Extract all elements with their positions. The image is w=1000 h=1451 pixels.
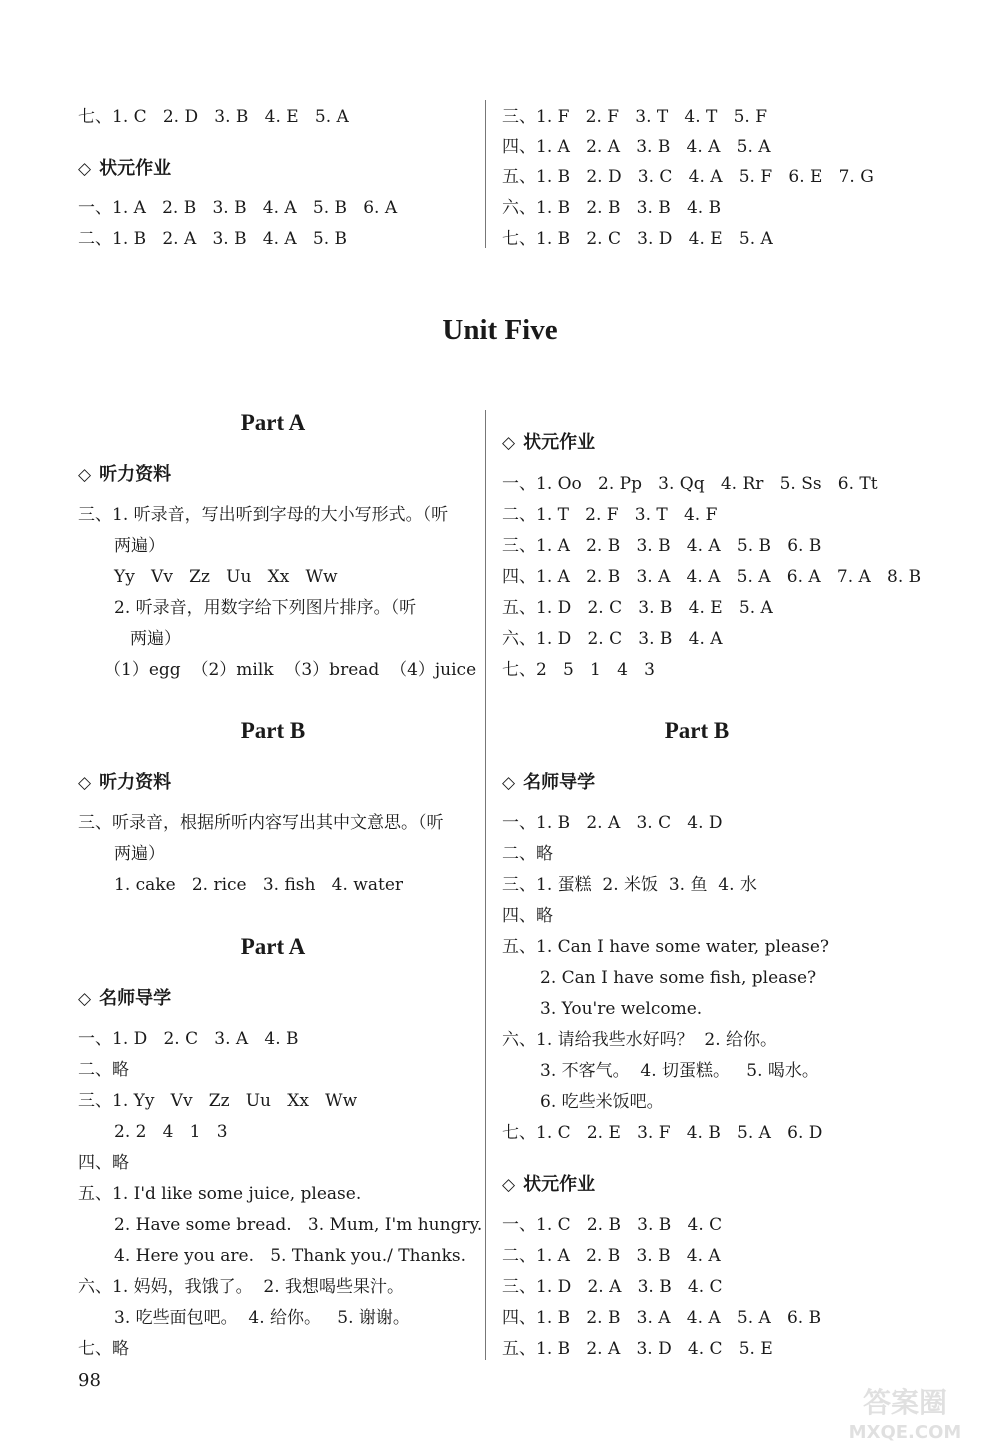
zyA-line-2: 二、1. T 2. F 3. T 4. F (502, 505, 718, 525)
zyB-line-5: 五、1. B 2. A 3. D 4. C 5. E (502, 1339, 773, 1359)
unit-title: Unit Five (442, 314, 558, 346)
svg-text:答案圈: 答案圈 (862, 1386, 948, 1419)
part-b-title-2: Part B (664, 718, 730, 743)
partB2-line-2: 二、略 (502, 844, 553, 864)
partA2-line-11: 七、略 (78, 1339, 129, 1359)
diamond-icon: ◇ (78, 773, 92, 793)
partB1-line-3: 1. cake 2. rice 3. fish 4. water (114, 875, 404, 895)
listening-heading-2: ◇ 听力资料 (78, 772, 172, 793)
partA2-line-3: 三、1. Yy Vv Zz Uu Xx Ww (78, 1091, 358, 1111)
partB2-line-10: 6. 吃些米饭吧。 (540, 1092, 664, 1112)
partB2-line-9: 3. 不客气。 4. 切蛋糕。 5. 喝水。 (540, 1061, 819, 1081)
part-a-title-2: Part A (240, 934, 306, 959)
top-right-line-3: 五、1. B 2. D 3. C 4. A 5. F 6. E 7. G (502, 167, 874, 187)
top-right-line-2: 四、1. A 2. A 3. B 4. A 5. A (502, 137, 771, 157)
partA1-line-4: 2. 听录音，用数字给下列图片排序。（听 (114, 598, 417, 618)
zyA-line-4: 四、1. A 2. B 3. A 4. A 5. A 6. A 7. A 8. B (502, 567, 922, 587)
partB2-line-1: 一、1. B 2. A 3. C 4. D (502, 813, 723, 833)
partA1-line-6: （1）egg （2）milk （3）bread （4）juice (104, 660, 477, 680)
teacher-guide-heading-1: ◇ 名师导学 (78, 988, 172, 1009)
zyA-line-5: 五、1. D 2. C 3. B 4. E 5. A (502, 598, 773, 618)
top-left-line-1: 七、1. C 2. D 3. B 4. E 5. A (78, 107, 349, 127)
partA1-line-5: 两遍） (130, 629, 181, 649)
partA2-line-4: 2. 2 4 1 3 (114, 1122, 228, 1142)
partB2-line-4: 四、略 (502, 906, 553, 926)
partA2-line-1: 一、1. D 2. C 3. A 4. B (78, 1029, 299, 1049)
partB2-line-3: 三、1. 蛋糕 2. 米饭 3. 鱼 4. 水 (502, 875, 757, 895)
zyA-line-7: 七、2 5 1 4 3 (502, 660, 655, 680)
top-right-line-1: 三、1. F 2. F 3. T 4. T 5. F (502, 107, 768, 127)
watermark-logo (820, 1382, 990, 1444)
top-left-line-3: 二、1. B 2. A 3. B 4. A 5. B (78, 229, 347, 249)
top-student-homework-heading-1: ◇ 状元作业 (502, 432, 596, 453)
diamond-icon: ◇ (78, 159, 92, 179)
top-student-homework-heading-2: ◇ 状元作业 (502, 1174, 596, 1195)
teacher-guide-heading-2: ◇ 名师导学 (502, 772, 596, 793)
partB2-line-6: 2. Can I have some fish, please? (540, 968, 817, 988)
svg-text:MXQE.COM: MXQE.COM (848, 1422, 962, 1443)
zyA-line-6: 六、1. D 2. C 3. B 4. A (502, 629, 723, 649)
diamond-icon: ◇ (78, 989, 92, 1009)
top-left-line-2: 一、1. A 2. B 3. B 4. A 5. B 6. A (78, 198, 398, 218)
partA2-line-2: 二、略 (78, 1060, 129, 1080)
zyB-line-3: 三、1. D 2. A 3. B 4. C (502, 1277, 723, 1297)
partA1-line-3: Yy Vv Zz Uu Xx Ww (114, 567, 338, 587)
partA2-line-6: 五、1. I'd like some juice, please. (78, 1184, 362, 1204)
zyB-line-1: 一、1. C 2. B 3. B 4. C (502, 1215, 723, 1235)
top-column-divider (485, 100, 486, 248)
zyA-line-1: 一、1. Oo 2. Pp 3. Qq 4. Rr 5. Ss 6. Tt (502, 474, 878, 494)
partA2-line-8: 4. Here you are. 5. Thank you./ Thanks. (114, 1246, 467, 1266)
partB1-line-1: 三、听录音，根据所听内容写出其中文意思。（听 (78, 813, 444, 833)
zyB-line-2: 二、1. A 2. B 3. B 4. A (502, 1246, 721, 1266)
partB2-line-7: 3. You're welcome. (540, 999, 703, 1019)
diamond-icon: ◇ (78, 465, 92, 485)
part-b-title-1: Part B (240, 718, 306, 743)
partB1-line-2: 两遍） (114, 844, 165, 864)
partA1-line-2: 两遍） (114, 536, 165, 556)
top-right-line-4: 六、1. B 2. B 3. B 4. B (502, 198, 722, 218)
top-right-line-5: 七、1. B 2. C 3. D 4. E 5. A (502, 229, 773, 249)
listening-heading-1: ◇ 听力资料 (78, 464, 172, 485)
zyB-line-4: 四、1. B 2. B 3. A 4. A 5. A 6. B (502, 1308, 822, 1328)
top-left-heading: ◇ 状元作业 (78, 158, 172, 179)
partA2-line-7: 2. Have some bread. 3. Mum, I'm hungry. (114, 1215, 483, 1235)
part-a-title-1: Part A (240, 410, 306, 435)
diamond-icon: ◇ (502, 433, 516, 453)
diamond-icon: ◇ (502, 773, 516, 793)
zyA-line-3: 三、1. A 2. B 3. B 4. A 5. B 6. B (502, 536, 822, 556)
partA2-line-5: 四、略 (78, 1153, 129, 1173)
main-column-divider (485, 410, 486, 1360)
diamond-icon: ◇ (502, 1175, 516, 1195)
partA1-line-1: 三、1. 听录音，写出听到字母的大小写形式。（听 (78, 505, 449, 525)
partA2-line-10: 3. 吃些面包吧。 4. 给你。 5. 谢谢。 (114, 1308, 410, 1328)
partB2-line-8: 六、1. 请给我些水好吗？ 2. 给你。 (502, 1030, 778, 1050)
page-number: 98 (78, 1370, 101, 1391)
partB2-line-11: 七、1. C 2. E 3. F 4. B 5. A 6. D (502, 1123, 823, 1143)
partA2-line-9: 六、1. 妈妈，我饿了。 2. 我想喝些果汁。 (78, 1277, 405, 1297)
partB2-line-5: 五、1. Can I have some water, please? (502, 937, 829, 957)
